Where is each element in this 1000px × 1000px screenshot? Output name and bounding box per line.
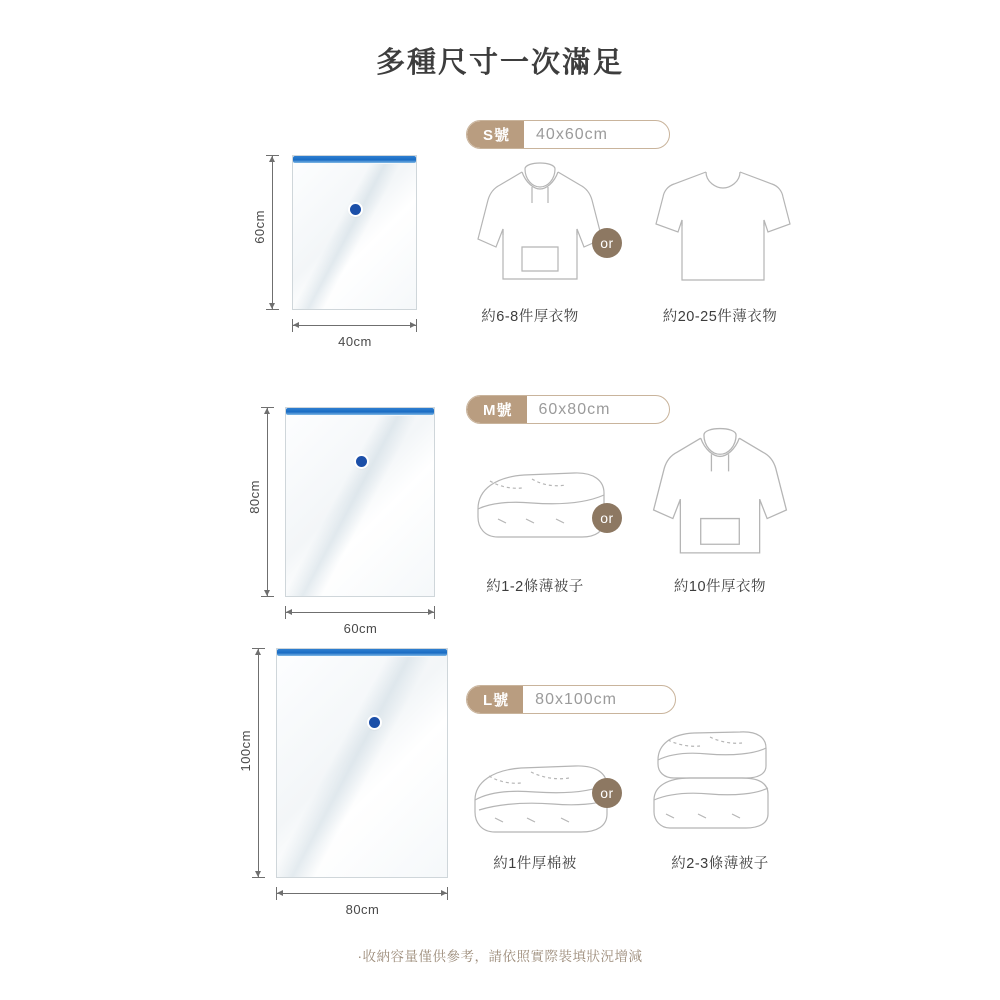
- stacked-quilt-icon: [640, 718, 780, 848]
- dim-tick-right-s: [416, 319, 417, 332]
- bag-width-label-l: 80cm: [345, 902, 380, 917]
- or-badge-m: or: [592, 503, 622, 533]
- dim-tick-top-s: [266, 155, 279, 156]
- size-tag-s: S號: [467, 121, 524, 148]
- dim-tick-top-l: [252, 648, 265, 649]
- bag-sheen: [286, 416, 434, 596]
- bag-seal-icon: [293, 156, 416, 163]
- dim-tick-right-m: [434, 606, 435, 619]
- size-tag-m: M號: [467, 396, 527, 423]
- bag-height-label-m: 80cm: [247, 480, 262, 514]
- dim-tick-left-s: [292, 319, 293, 332]
- dim-tick-bottom-m: [261, 596, 274, 597]
- dim-tick-left-m: [285, 606, 286, 619]
- page-title: 多種尺寸一次滿足: [375, 47, 624, 79]
- size-tag-l: L號: [467, 686, 523, 713]
- bag-valve-icon: [356, 456, 367, 467]
- bag-sheen: [277, 657, 447, 877]
- dim-tick-left-l: [276, 887, 277, 900]
- bag-width-label-m: 60cm: [343, 621, 378, 636]
- caption-s-1: 約6-8件厚衣物: [481, 309, 579, 325]
- dim-line-vertical-m: [267, 408, 268, 596]
- bag-width-label-s: 40cm: [338, 334, 372, 349]
- hoodie-icon: [645, 420, 795, 570]
- dim-tick-bottom-l: [252, 877, 265, 878]
- dim-tick-top-m: [261, 407, 274, 408]
- caption-l-1: 約1件厚棉被: [493, 856, 577, 872]
- caption-m-2: 約10件厚衣物: [673, 579, 767, 595]
- dim-line-vertical-s: [272, 156, 273, 309]
- size-value-l: 80x100cm: [535, 690, 617, 708]
- bag-seal-icon: [286, 408, 434, 415]
- dim-tick-bottom-s: [266, 309, 279, 310]
- size-value-s: 40x60cm: [536, 125, 608, 143]
- bag-height-label-l: 100cm: [238, 730, 253, 772]
- bag-height-label-s: 60cm: [252, 210, 267, 244]
- hoodie-icon: [470, 155, 610, 295]
- dim-tick-right-l: [447, 887, 448, 900]
- vacuum-bag-s: [292, 155, 417, 310]
- bag-sheen: [293, 164, 416, 309]
- tshirt-icon: [648, 162, 798, 292]
- folded-quilt-icon: [470, 463, 610, 553]
- dim-line-horizontal-m: [286, 612, 434, 613]
- caption-l-2: 約2-3條薄被子: [671, 856, 769, 872]
- caption-m-1: 約1-2條薄被子: [486, 579, 584, 595]
- size-pill-s: [466, 120, 670, 149]
- dim-line-horizontal-l: [277, 893, 447, 894]
- size-value-m: 60x80cm: [538, 400, 611, 418]
- vacuum-bag-m: [285, 407, 435, 597]
- size-section-m: [0, 385, 1000, 650]
- size-pill-l: [466, 685, 676, 714]
- bag-valve-icon: [350, 204, 361, 215]
- dim-line-vertical-l: [258, 649, 259, 877]
- dim-line-horizontal-s: [293, 325, 416, 326]
- size-pill-m: [466, 395, 670, 424]
- bag-valve-icon: [369, 717, 380, 728]
- bag-seal-icon: [277, 649, 447, 656]
- size-section-s: [0, 110, 1000, 375]
- size-section-l: [0, 630, 1000, 930]
- or-badge-s: or: [592, 228, 622, 258]
- caption-s-2: 約20-25件薄衣物: [662, 309, 778, 325]
- vacuum-bag-l: [276, 648, 448, 878]
- or-badge-l: or: [592, 778, 622, 808]
- footer-note: ·收納容量僅供參考，請依照實際裝填狀況增減: [357, 949, 643, 964]
